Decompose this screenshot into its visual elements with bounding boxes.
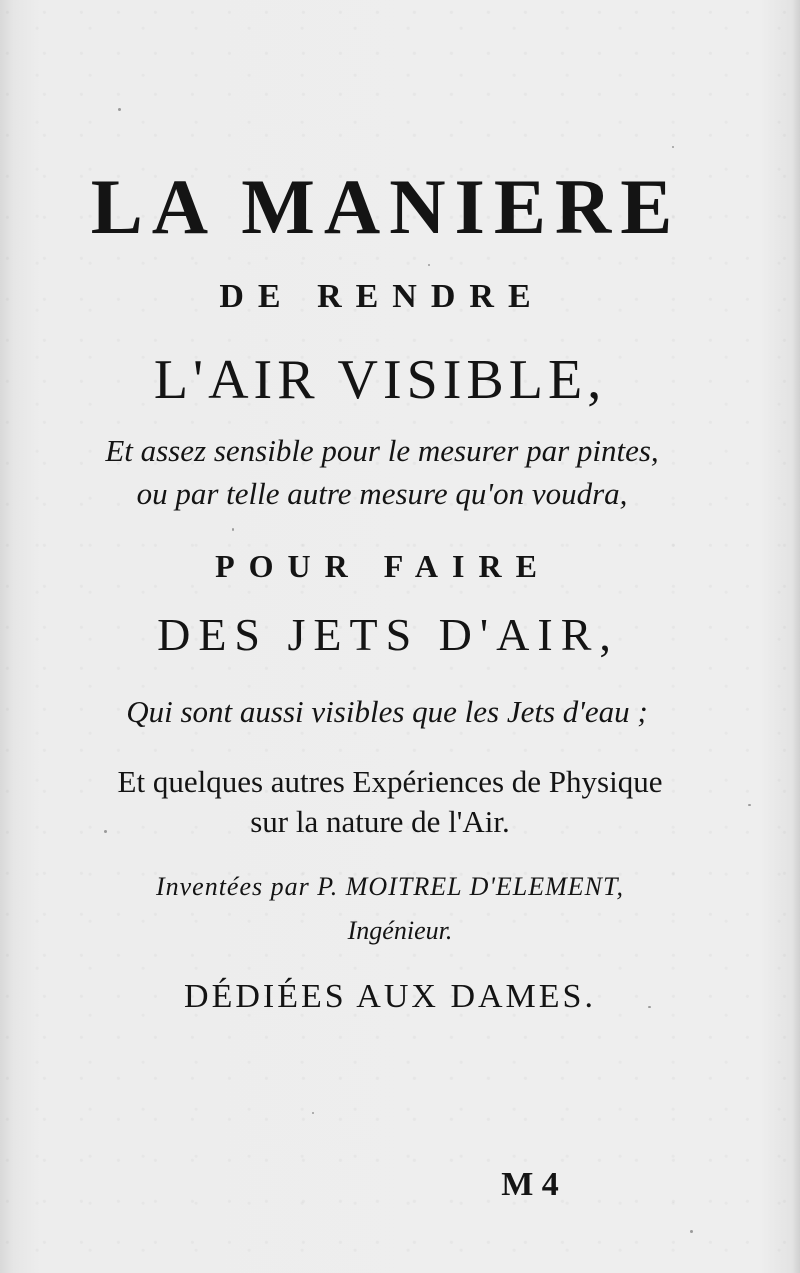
author-title: Ingénieur. xyxy=(347,916,453,945)
purpose-pour-faire: POUR FAIRE xyxy=(215,548,551,584)
description-line-4: Et quelques autres Expériences de Physique xyxy=(117,764,663,799)
paper-speck xyxy=(748,804,751,806)
paper-speck xyxy=(232,528,234,531)
paper-speck xyxy=(312,1112,314,1114)
paper-speck xyxy=(672,146,674,148)
description-line-3: Qui sont aussi visibles que les Jets d'eau ; xyxy=(126,694,648,729)
paper-speck xyxy=(690,1230,693,1233)
paper-speck xyxy=(648,1006,651,1008)
dedication: DÉDIÉES AUX DAMES. xyxy=(184,978,596,1015)
paper-speck xyxy=(428,264,430,266)
description-line-2: ou par telle autre mesure qu'on voudra, xyxy=(136,476,628,511)
paper-speck xyxy=(118,108,121,111)
main-title: LA MANIERE xyxy=(90,163,682,250)
subtitle-air-visible: L'AIR VISIBLE, xyxy=(153,349,607,411)
author-line: Inventées par P. MOITREL D'ELEMENT, xyxy=(155,872,625,901)
description-line-5: sur la nature de l'Air. xyxy=(250,804,510,839)
subtitle-de-rendre: DE RENDRE xyxy=(219,278,545,315)
signature-mark: M 4 xyxy=(501,1166,559,1203)
paper-speck xyxy=(104,830,107,833)
description-line-1: Et assez sensible pour le mesurer par pintes, xyxy=(105,433,659,468)
purpose-jets-air: DES JETS D'AIR, xyxy=(157,609,619,660)
